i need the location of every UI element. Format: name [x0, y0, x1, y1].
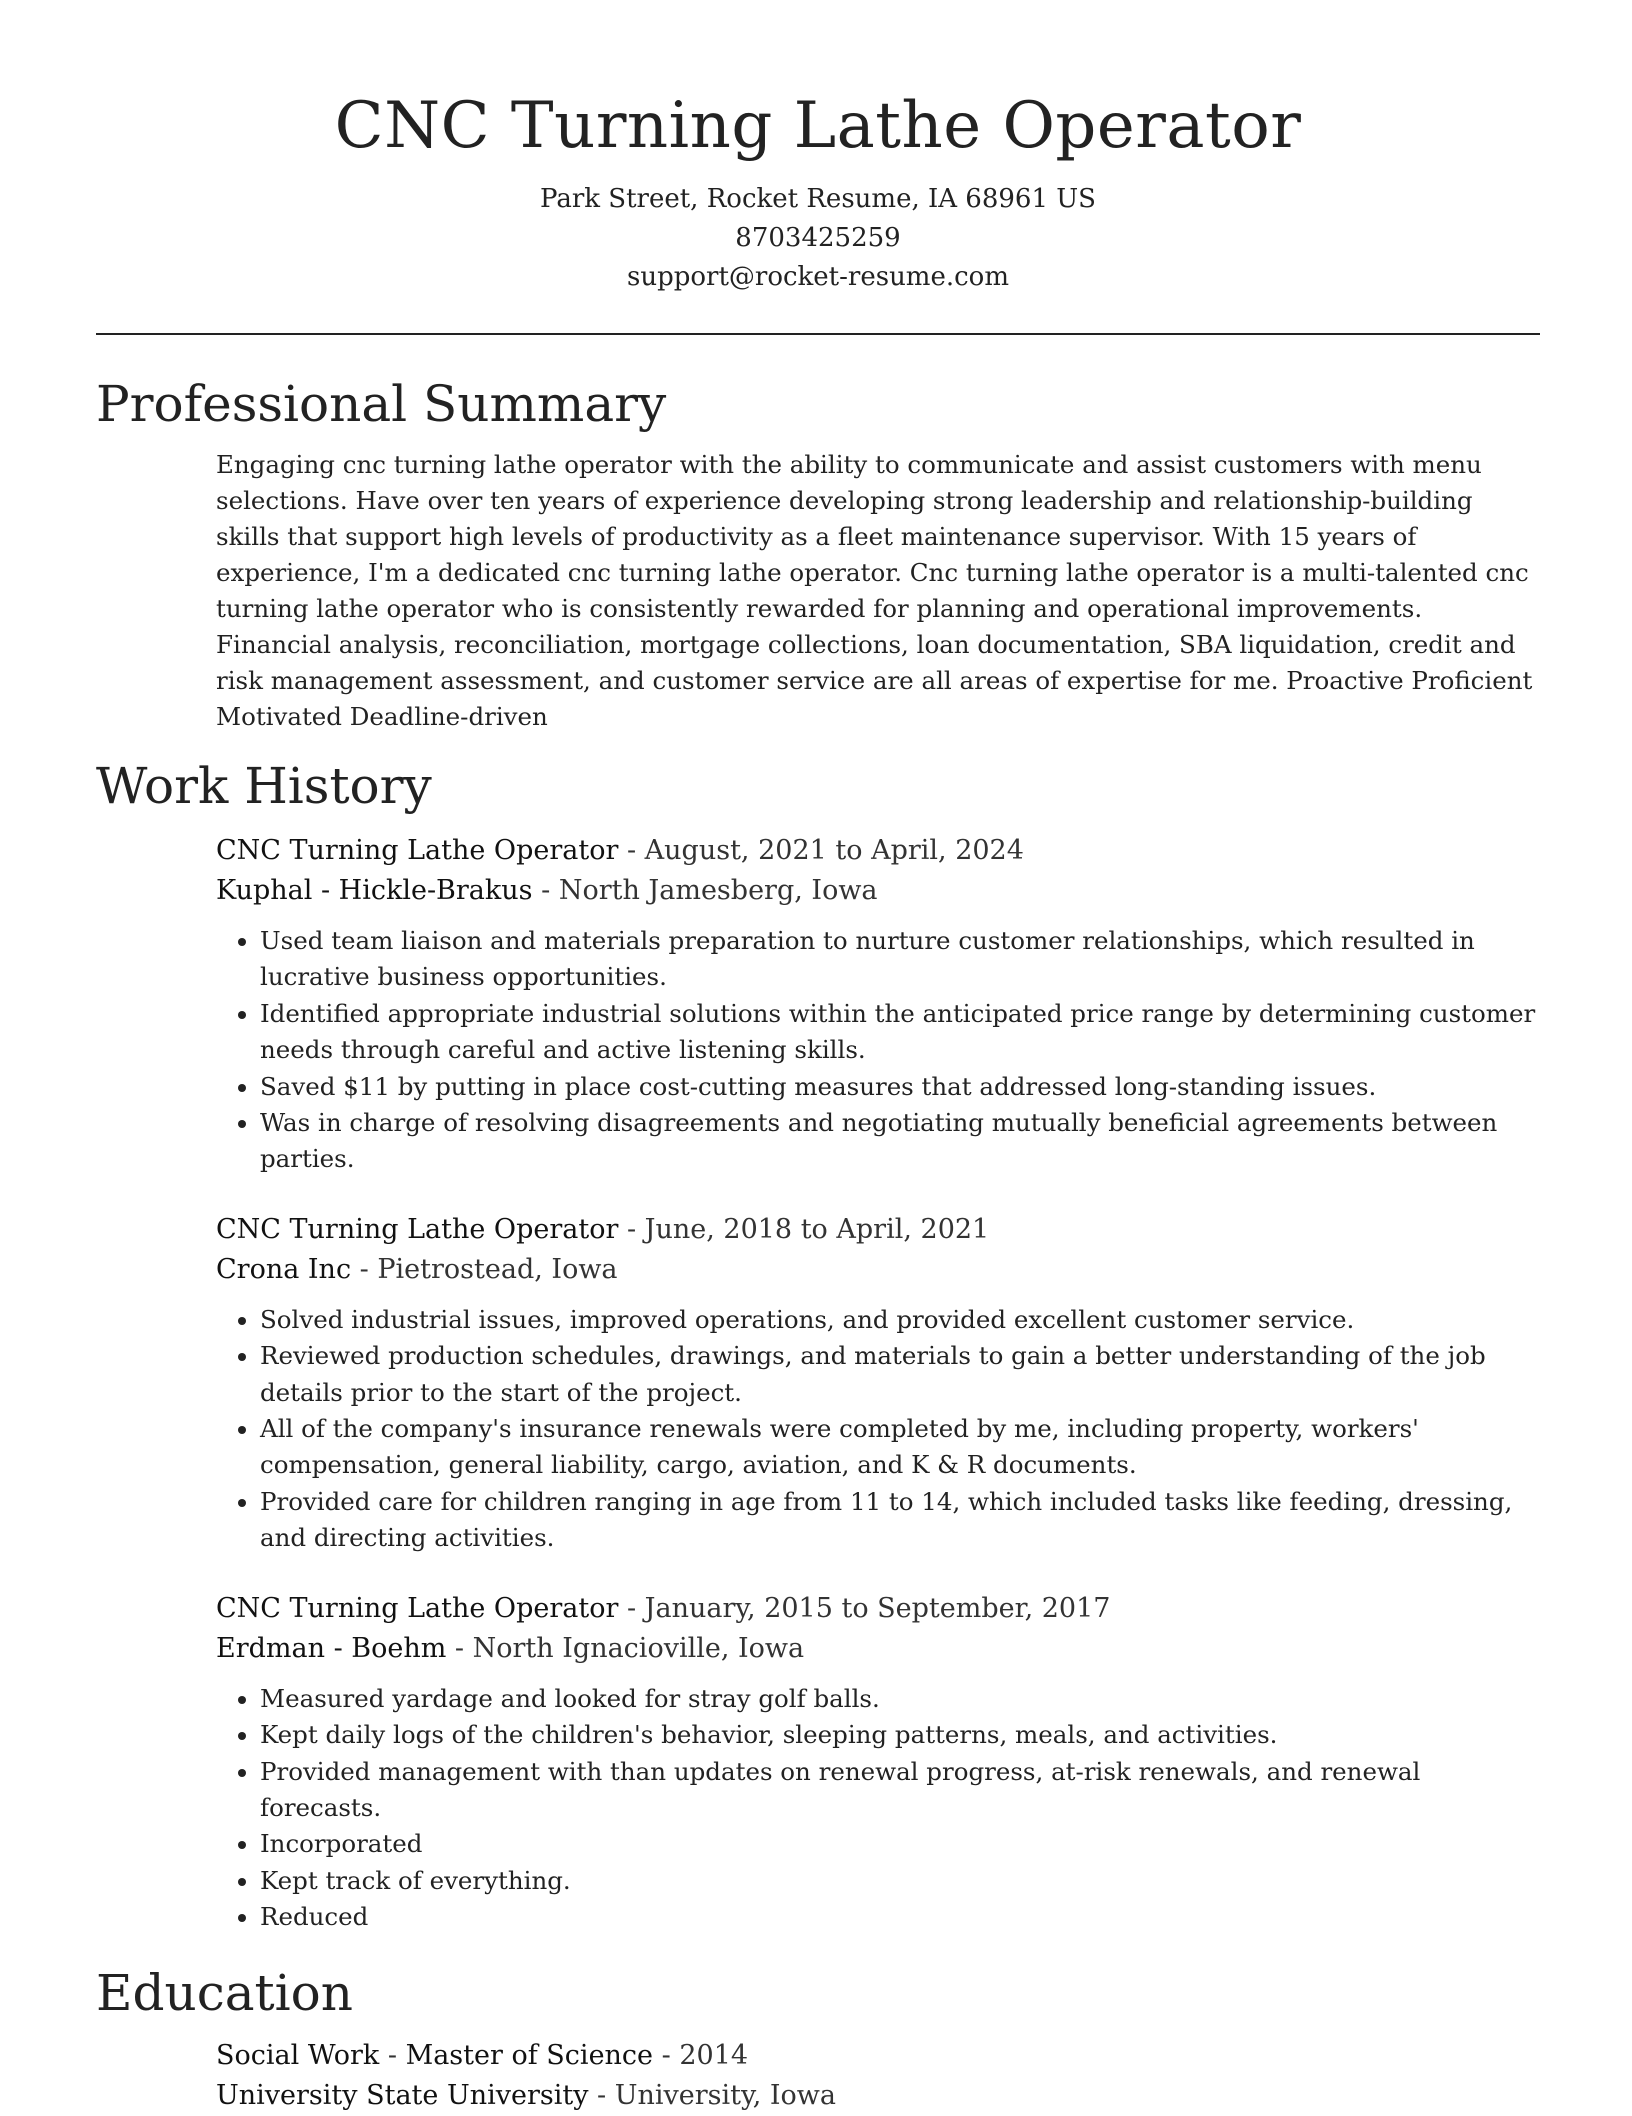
separator: -: [618, 1213, 645, 1245]
edu-location: University, Iowa: [614, 2079, 836, 2111]
summary-text: Engaging cnc turning lathe operator with the ability to communicate and assist customers with menu selections. Have over ten years of experience developing strong leadership and relationship-building skills that support high levels of productivity as a fleet maintenance supervisor. With 15 years of experience, I'm a dedicated cnc turning lathe operator. Cnc turning lathe operator is a multi-talented cnc turning lathe operator who is consistently rewarded for planning and operational improvements. Financial analysis, reconciliation, mortgage collections, loan documentation, SBA liquidation, credit and risk management assessment, and customer service are all areas of expertise for me. Proactive Proficient Motivated Deadline-driven: [216, 450, 1533, 731]
work-history-list: [216, 831, 1540, 1936]
separator: -: [532, 875, 559, 906]
separator: -: [588, 2079, 615, 2111]
separator: -: [446, 1632, 473, 1664]
job-title-line: [216, 1210, 1540, 1250]
job-title-line: [216, 1589, 1540, 1629]
job-location: Pietrostead, Iowa: [377, 1253, 618, 1285]
job-title-line: [216, 831, 1540, 871]
school-line: [216, 2076, 1540, 2116]
edu-degree: Master of Science: [405, 2039, 654, 2071]
job-company: Erdman - Boehm: [216, 1632, 447, 1664]
job-dates: June, 2018 to April, 2021: [644, 1213, 990, 1245]
job-role: CNC Turning Lathe Operator: [216, 835, 619, 866]
job-entry: [216, 831, 1540, 1178]
separator: -: [653, 2039, 680, 2071]
list-item: • Incorporated: [260, 1826, 1540, 1862]
list-item: • All of the company's insurance renewals were completed by me, including property, workers' compensation, general liability, cargo, aviation, and K & R documents.: [260, 1411, 1540, 1484]
header-divider: [96, 333, 1540, 335]
job-company-line: [216, 1250, 1540, 1290]
list-item: • Measured yardage and looked for stray golf balls.: [260, 1681, 1540, 1717]
list-item: • Kept daily logs of the children's behavior, sleeping patterns, meals, and activities.: [260, 1717, 1540, 1753]
education-entry: [216, 2036, 1540, 2116]
list-item: • Was in charge of resolving disagreements and negotiating mutually beneficial agreements between parties.: [260, 1105, 1540, 1178]
job-role: CNC Turning Lathe Operator: [216, 1213, 619, 1245]
candidate-name: CNC Turning Lathe Operator: [334, 89, 1302, 163]
edu-year: 2014: [679, 2039, 749, 2071]
resume-header: [96, 0, 1540, 297]
list-item: • Provided care for children ranging in age from 11 to 14, which included tasks like feeding, dressing, and directing activities.: [260, 1484, 1540, 1557]
list-item: • Solved industrial issues, improved operations, and provided excellent customer service.: [260, 1302, 1540, 1338]
edu-school: University State University: [216, 2079, 589, 2111]
separator: -: [379, 2039, 406, 2071]
education-heading: Education: [96, 1963, 353, 2022]
summary-heading: Professional Summary: [96, 375, 667, 433]
list-item: • Saved $11 by putting in place cost-cutting measures that addressed long-standing issues.: [260, 1069, 1540, 1105]
resume-page: [96, 0, 1540, 2116]
phone: 8703425259: [735, 223, 901, 253]
list-item: • Provided management with than updates on renewal progress, at-risk renewals, and renewal forecasts.: [260, 1754, 1540, 1827]
degree-line: [216, 2036, 1540, 2076]
job-company: Kuphal - Hickle-Brakus: [216, 875, 533, 906]
separator: -: [351, 1253, 378, 1285]
job-role: CNC Turning Lathe Operator: [216, 1592, 619, 1624]
job-dates: January, 2015 to September, 2017: [644, 1592, 1111, 1624]
job-entry: [216, 1589, 1540, 1936]
separator: -: [618, 835, 645, 866]
address: Park Street, Rocket Resume, IA 68961 US: [540, 184, 1096, 214]
list-item: • Identified appropriate industrial solutions within the anticipated price range by determining customer needs through careful and active listening skills.: [260, 996, 1540, 1069]
edu-field: Social Work: [216, 2039, 380, 2071]
job-company: Crona Inc: [216, 1253, 352, 1285]
job-bullets: [216, 923, 1540, 1178]
email: support@rocket-resume.com: [626, 262, 1009, 292]
job-location: North Jamesberg, Iowa: [558, 875, 878, 906]
separator: -: [618, 1592, 645, 1624]
contact-block: [96, 180, 1540, 297]
list-item: • Reviewed production schedules, drawings, and materials to gain a better understanding of the job details prior to the start of the project.: [260, 1338, 1540, 1411]
job-bullets: [216, 1681, 1540, 1936]
job-location: North Ignacioville, Iowa: [472, 1632, 805, 1664]
job-company-line: [216, 1629, 1540, 1669]
job-dates: August, 2021 to April, 2024: [644, 835, 1024, 866]
job-bullets: [216, 1302, 1540, 1557]
job-entry: [216, 1210, 1540, 1557]
work-history-heading: Work History: [96, 757, 432, 815]
list-item: • Used team liaison and materials preparation to nurture customer relationships, which resulted in lucrative business opportunities.: [260, 923, 1540, 996]
job-company-line: [216, 871, 1540, 911]
list-item: • Reduced: [260, 1899, 1540, 1935]
list-item: • Kept track of everything.: [260, 1863, 1540, 1899]
